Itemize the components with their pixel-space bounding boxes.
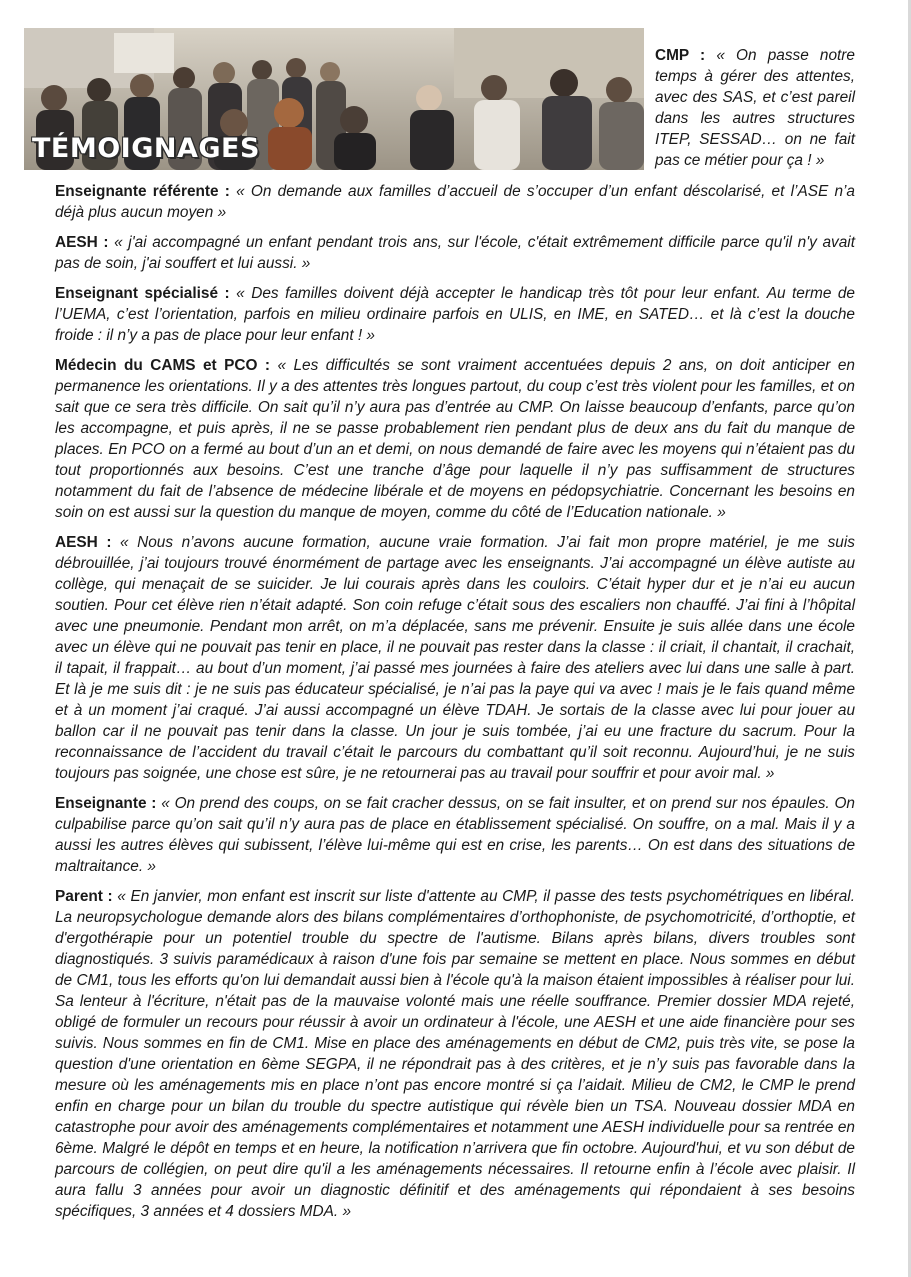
- quote-text: « En janvier, mon enfant est inscrit sur liste d'attente au CMP, il passe des tests psychométriques en libéral. La neuropsychologue demande alors des bilans complémentaires d’orthophoniste, de psychomotricité, d’orthoptie, et d'ergothérapie pour un potentiel trouble du spectre de l'autisme. Bilans après bilans, divers troubles sont diagnostiqués. 3 suivis paramédicaux à raison d'une fois par semaine se mettent en place. Nous sommes en début de CM1, tous les efforts qu'on lui demandait aussi bien à l'école qu'à la maison étaient impossibles à réaliser pour lui. Sa lenteur à l'écriture, n'était pas de la mauvaise volonté mais une réelle souffrance. Premier dossier MDA rejeté, obligé de formuler un recours pour réussir à avoir un ordinateur à l'école, une AESH et une aide financière pour ses suivis. Nous sommes en fin de CM1. Mise en place des aménagements en début de CM2, puis très vite, se pose la question d'une orientation en 6ème SEGPA, il ne répondrait pas à des critères, et je n’y suis pas favorable dans la mesure où les aménagements mis en place n’ont pas encore montré si ça l’aidait. Milieu de CM2, le CMP le prend enfin en charge pour un bilan du trouble du spectre autistique qui révèle bien un TSA. Nouveau dossier MDA en catastrophe pour avoir des aménagements complémentaires et notamment une AESH individuelle pour sa rentrée en 6ème. Malgré le dépôt en temps et en heure, la notification n’arrivera que fin octobre. Aujourd'hui, et vu son début de parcours de collégien, on peut dire qu'il a les aménagements nécessaires. Il retourne enfin à l’école avec plaisir. Il aura fallu 3 années pour avoir un diagnostic définitif et des aménagements qui répondaient à ses besoins spécifiques, 3 années et 4 dossiers MDA. »: [55, 888, 855, 1220]
- speaker-label: Médecin du CAMS et PCO :: [55, 357, 271, 374]
- testimony-aesh-2: [55, 532, 855, 784]
- speaker-label: Enseignante :: [55, 795, 157, 812]
- testimony-cmp: [655, 45, 855, 171]
- testimony-aesh-1: [55, 232, 855, 274]
- header-photo: [24, 28, 644, 170]
- quote-text: « Nous n’avons aucune formation, aucune vraie formation. J’ai fait mon propre matériel, je me suis débrouillée, j’ai toujours trouvé énormément de partage avec les enseignants. J’ai accompagné un élève autiste au collège, qui menaçait de se suicider. Je lui courais après dans les couloirs. C’était hyper dur et je n’ai eu aucun soutien. Pour cet élève rien n’était adapté. Son coin refuge c’était sous des escaliers non chauffé. J’ai fini à l’hôpital avec une pneumonie. Pendant mon arrêt, on m’a déplacée, sans me prévenir. Ensuite je suis allée dans une école avec un élève qui ne pouvait pas tenir en place, il ne pouvait pas rester dans la classe : il criait, il chantait, il crachait, il tapait, il frappait… au bout d’un moment, j’ai passé mes journées à faire des ateliers avec lui dans une salle à part. Et là je me suis dit : je ne suis pas éducateur spécialisé, je n’ai pas la paye qui va avec ! mais je le fais quand même et à un moment j’ai craqué. J’ai aussi accompagné un élève TDAH. Je sortais de la classe avec lui pour jouer au ballon car il ne pouvait pas tenir dans la classe. Un jour je suis tombée, j’ai eu une fracture du sacrum. Pour la reconnaissance de l’accident du travail c’était le parcours du combattant qu’il soit reconnu. Aujourd’hui, je ne suis toujours pas soignée, une chose est sûre, je ne retournerai pas au travail pour souffrir et pour avoir mal. »: [55, 534, 855, 782]
- speaker-label: Enseignant spécialisé :: [55, 285, 230, 302]
- speaker-label: Enseignante référente :: [55, 183, 230, 200]
- testimony-parent: [55, 886, 855, 1222]
- testimony-enseignante: [55, 793, 855, 877]
- speaker-label: AESH :: [55, 534, 112, 551]
- testimony-enseignante-referente: [55, 181, 855, 223]
- testimony-enseignant-specialise: [55, 283, 855, 346]
- quote-text: « j'ai accompagné un enfant pendant trois ans, sur l'école, c'était extrêmement difficile parce qu'il n'y avait pas de soin, j'ai souffert et lui aussi. »: [55, 234, 855, 272]
- quote-text: « On passe notre temps à gérer des attentes, avec des SAS, et c’est pareil dans les autres structures ITEP, SESSAD… on ne fait pas ce métier pour ça ! »: [655, 47, 855, 169]
- speaker-label: AESH :: [55, 234, 109, 251]
- quote-text: « Des familles doivent déjà accepter le handicap très tôt pour leur enfant. Au terme de l’UEMA, c’est l’orientation, parfois en milieu ordinaire parfois en ULIS, en IME, en SATED… et là c’est la douche froide : il n’y a pas de place pour leur enfant ! »: [55, 285, 855, 344]
- quote-text: « Les difficultés se sont vraiment accentuées depuis 2 ans, on doit anticiper en permanence les orientations. Il y a des attentes très longues partout, du coup c’est très violent pour les familles, et on sait que ce sera très difficile. On sait qu’il n’y aura pas d’entrée au CMP. On laisse beaucoup d’enfants, parce qu’on les accompagne, et puis après, il ne se passe probablement rien pendant plus de deux ans du fait du manque de places. En PCO on a fermé au bout d’un an et demi, on nous demandé de faire avec les moyens qui n’étaient pas du tout proportionnés aux besoins. C’est une tranche d’âge pour laquelle il n’y pas suffisamment de structures notamment du fait de l’absence de médecine libérale et de moyens en pédopsychiatrie. Concernant les besoins en soin on est aussi sur la question du manque de moyen, comme du côté de l’Education nationale. »: [55, 357, 855, 521]
- header-title: TÉMOIGNAGES: [32, 133, 260, 164]
- testimony-medecin-cams-pco: [55, 355, 855, 523]
- speaker-label: CMP :: [655, 47, 706, 64]
- quote-text: « On prend des coups, on se fait cracher dessus, on se fait insulter, et on prend sur nos épaules. On culpabilise parce qu’on sait qu’il n’y aura pas de place en établissement spécialisé. On souffre, on a mal. Mais il y a aussi les autres élèves qui subissent, l’élève lui-même qui est en crise, les parents… On est dans des situations de maltraitance. »: [55, 795, 855, 875]
- quote-text: « On demande aux familles d’accueil de s’occuper d’un enfant déscolarisé, et l’ASE n’a déjà plus aucun moyen »: [55, 183, 855, 221]
- testimonies-list: [55, 181, 855, 1231]
- speaker-label: Parent :: [55, 888, 113, 905]
